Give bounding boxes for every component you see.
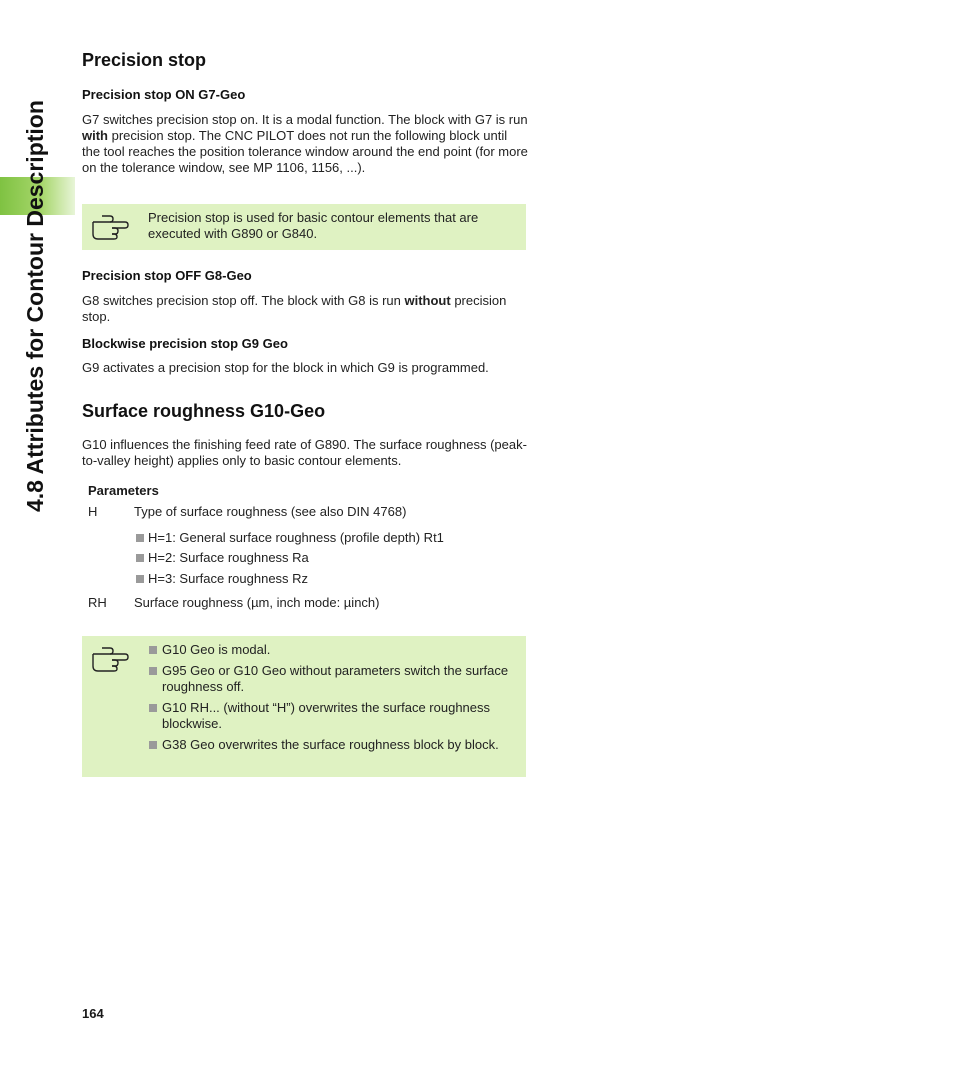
h-option-3: H=3: Surface roughness Rz (136, 571, 308, 586)
surface-roughness-intro: G10 influences the finishing feed rate of G890. The surface roughness (peak-to-valley height) applies only to basic contour elements. (82, 437, 527, 468)
parameters-heading: Parameters (88, 483, 159, 498)
square-bullet-icon (149, 704, 157, 712)
square-bullet-icon (136, 575, 144, 583)
square-bullet-icon (149, 667, 157, 675)
note-bullet-list (148, 642, 518, 758)
surface-roughness-heading: Surface roughness G10-Geo (82, 401, 326, 421)
square-bullet-icon (149, 741, 157, 749)
square-bullet-icon (149, 646, 157, 654)
g8-heading: Precision stop OFF G8-Geo (82, 268, 252, 283)
h-option-2: H=2: Surface roughness Ra (136, 550, 309, 565)
param-rh-desc: Surface roughness (µm, inch mode: µinch) (134, 595, 380, 610)
param-rh-name: RH (88, 595, 107, 610)
g9-heading: Blockwise precision stop G9 Geo (82, 336, 288, 351)
pointing-hand-icon (90, 213, 130, 241)
page-number: 164 (82, 1006, 104, 1021)
list-item: G10 RH... (without “H”) overwrites the surface roughness blockwise. (148, 700, 518, 732)
g7-heading: Precision stop ON G7-Geo (82, 87, 246, 102)
list-item: G38 Geo overwrites the surface roughness block by block. (148, 737, 518, 753)
note-box-roughness (82, 636, 526, 777)
g7-paragraph: G7 switches precision stop on. It is a modal function. The block with G7 is run with precision stop. The CNC PILOT does not run the following block until the tool reaches the position tolerance window around the end point (for more on the tolerance window, see MP 1106, 1156, ...). (82, 112, 528, 175)
square-bullet-icon (136, 534, 144, 542)
list-item: G95 Geo or G10 Geo without parameters switch the surface roughness off. (148, 663, 518, 695)
note-box-precision (82, 204, 526, 250)
list-item: G10 Geo is modal. (148, 642, 518, 658)
g8-paragraph: G8 switches precision stop off. The block with G8 is run without precision stop. (82, 293, 507, 324)
note-1-text: Precision stop is used for basic contour elements that are executed with G890 or G840. (148, 210, 479, 241)
param-h-name: H (88, 504, 98, 519)
param-h-desc: Type of surface roughness (see also DIN 4768) (134, 504, 407, 519)
h-option-1: H=1: General surface roughness (profile depth) Rt1 (136, 530, 444, 545)
pointing-hand-icon (90, 645, 130, 673)
g9-paragraph: G9 activates a precision stop for the block in which G9 is programmed. (82, 360, 489, 375)
section-title: 4.8 Attributes for Contour Description (22, 100, 48, 512)
square-bullet-icon (136, 554, 144, 562)
precision-stop-heading: Precision stop (82, 50, 207, 70)
